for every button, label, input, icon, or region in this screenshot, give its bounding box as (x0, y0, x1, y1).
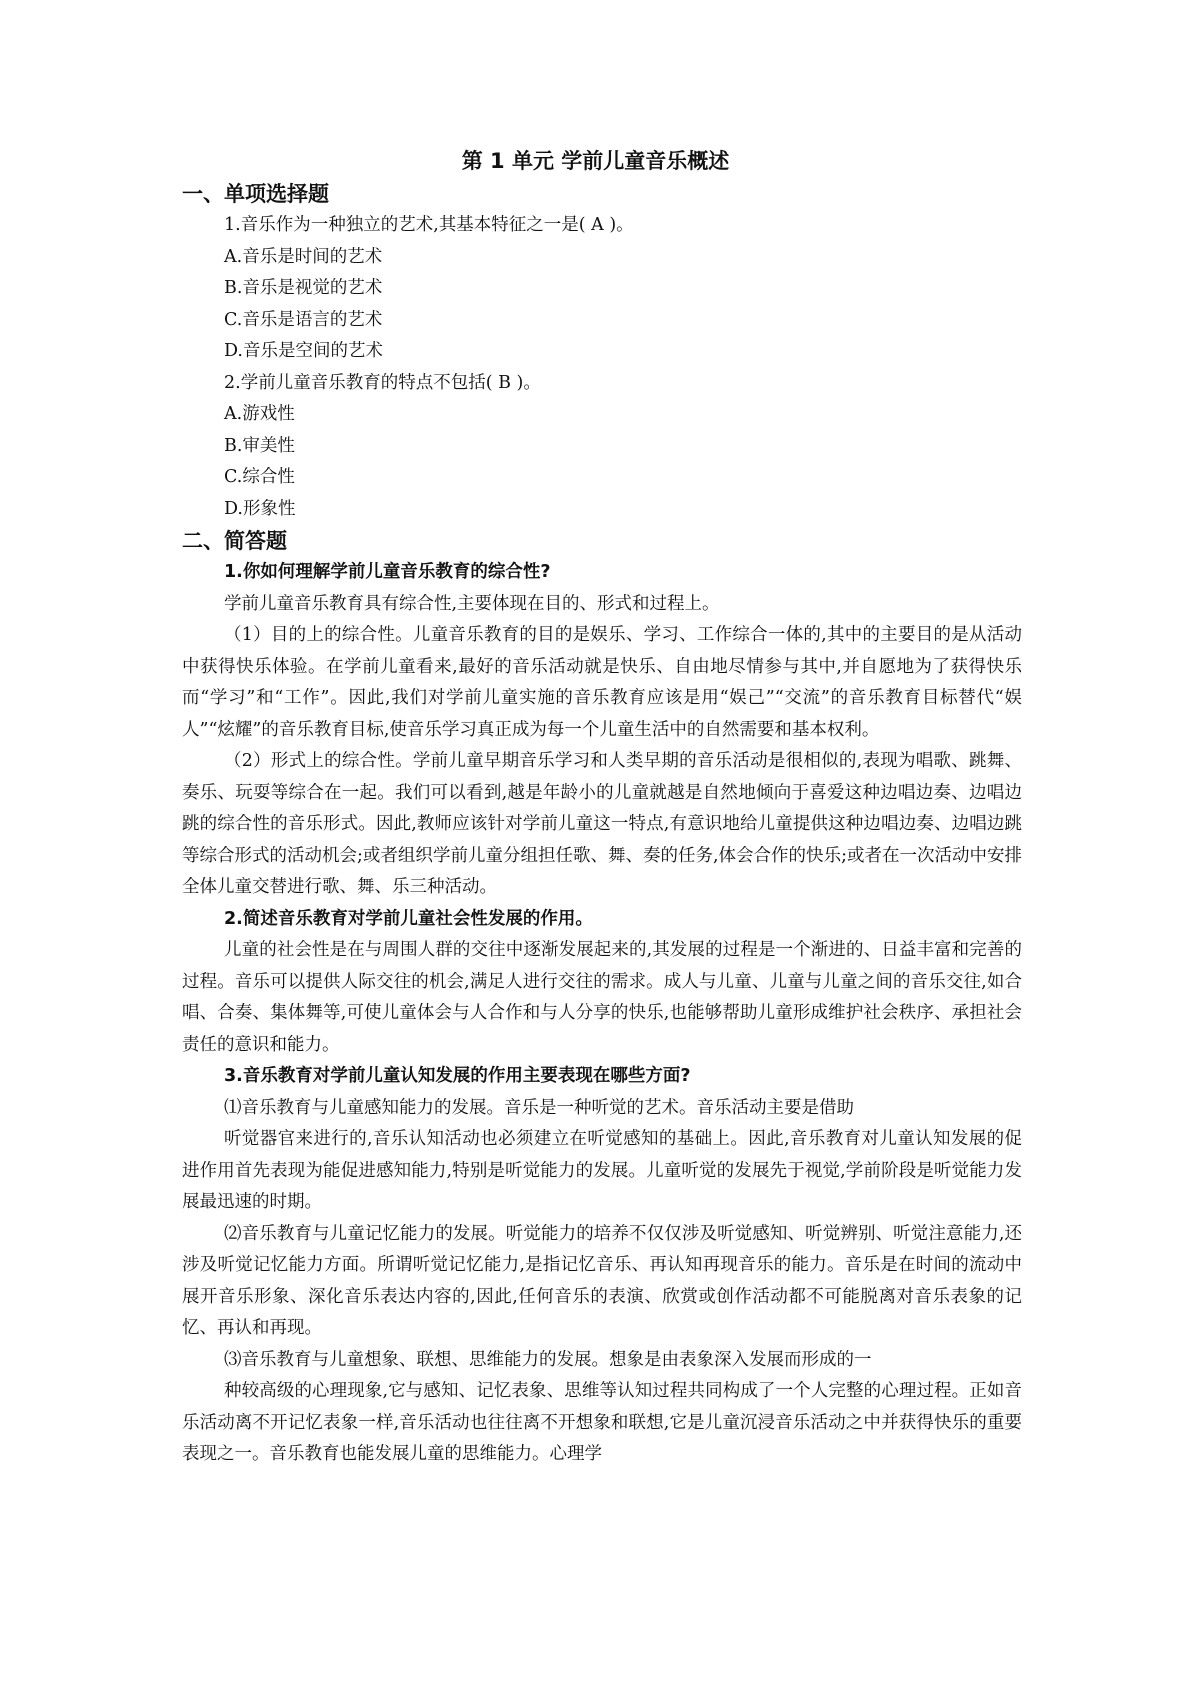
question-2-stem: 2.学前儿童音乐教育的特点不包括( B )。 (224, 372, 541, 393)
short-answer-2-title: 2.简述音乐教育对学前儿童社会性发展的作用。 (224, 908, 593, 929)
short-answer-3-para: 听觉器官来进行的,音乐认知活动也必须建立在听觉感知的基础上。因此,音乐教育对儿童认知发展的促进作用首先表现为能促进感知能力,特别是听觉能力的发展。儿童听觉的发展先于视觉,学前阶段是听觉能力发展最迅速的时期。 (182, 1129, 1022, 1212)
question-1-option-a: A.音乐是时间的艺术 (224, 246, 383, 267)
short-answer-3-para: ⑶音乐教育与儿童想象、联想、思维能力的发展。想象是由表象深入发展而形成的一 (224, 1349, 872, 1370)
question-1-option-d: D.音乐是空间的艺术 (224, 341, 383, 361)
short-answer-3-para: ⑴音乐教育与儿童感知能力的发展。音乐是一种听觉的艺术。音乐活动主要是借助 (224, 1097, 854, 1118)
short-answer-1-para: （2）形式上的综合性。学前儿童早期音乐学习和人类早期的音乐活动是很相似的,表现为唱歌、跳舞、奏乐、玩耍等综合在一起。我们可以看到,越是年龄小的儿童就越是自然地倾向于喜爱这种边唱边奏、边唱边跳的综合性的音乐形式。因此,教师应该针对学前儿童这一特点,有意识地给儿童提供这种边唱边奏、边唱边跳等综合形式的活动机会;或者组织学前儿童分组担任歌、舞、奏的任务,体会合作的快乐;或者在一次活动中安排全体儿童交替进行歌、舞、乐三种活动。 (182, 751, 1022, 897)
short-answer-1-para: （1）目的上的综合性。儿童音乐教育的目的是娱乐、学习、工作综合一体的,其中的主要目的是从活动中获得快乐体验。在学前儿童看来,最好的音乐活动就是快乐、自由地尽情参与其中,并自愿地为了获得快乐而“学习”和“工作”。因此,我们对学前儿童实施的音乐教育应该是用“娱己”“交流”的音乐教育目标替代“娱人”“炫耀”的音乐教育目标,使音乐学习真正成为每一个儿童生活中的自然需要和基本权利。 (182, 625, 1022, 740)
question-2-option-c: C.综合性 (224, 467, 295, 487)
question-1-stem: 1.音乐作为一种独立的艺术,其基本特征之一是( A )。 (224, 215, 634, 235)
short-answer-3-para: 种较高级的心理现象,它与感知、记忆表象、思维等认知过程共同构成了一个人完整的心理过程。正如音乐活动离不开记忆表象一样,音乐活动也往往离不开想象和联想,它是儿童沉浸音乐活动之中并获得快乐的重要表现之一。音乐教育也能发展儿童的思维能力。心理学 (182, 1381, 1022, 1464)
short-answer-3-title: 3.音乐教育对学前儿童认知发展的作用主要表现在哪些方面? (224, 1066, 691, 1086)
document-body (182, 178, 1022, 1471)
short-answer-3-para: ⑵音乐教育与儿童记忆能力的发展。听觉能力的培养不仅仅涉及听觉感知、听觉辨别、听觉注意能力,还涉及听觉记忆能力方面。所谓听觉记忆能力,是指记忆音乐、再认知再现音乐的能力。音乐是在时间的流动中展开音乐形象、深化音乐表达内容的,因此,任何音乐的表演、欣赏或创作活动都不可能脱离对音乐表象的记忆、再认和再现。 (182, 1223, 1022, 1338)
question-1-option-c: C.音乐是语言的艺术 (224, 309, 383, 330)
page-title: 第 1 单元 学前儿童音乐概述 (461, 149, 730, 173)
question-1-option-b: B.音乐是视觉的艺术 (224, 278, 383, 298)
question-2-option-d: D.形象性 (224, 498, 296, 519)
question-2-option-a: A.游戏性 (224, 404, 295, 424)
section-heading-short-answer: 二、简答题 (182, 529, 287, 553)
question-2-option-b: B.审美性 (224, 435, 295, 456)
short-answer-1-para: 学前儿童音乐教育具有综合性,主要体现在目的、形式和过程上。 (224, 593, 720, 614)
section-heading-choice: 一、单项选择题 (182, 182, 329, 206)
short-answer-2-para: 儿童的社会性是在与周围人群的交往中逐渐发展起来的,其发展的过程是一个渐进的、日益丰富和完善的过程。音乐可以提供人际交往的机会,满足人进行交往的需求。成人与儿童、儿童与儿童之间的音乐交往,如合唱、合奏、集体舞等,可使儿童体会与人合作和与人分享的快乐,也能够帮助儿童形成维护社会秩序、承担社会责任的意识和能力。 (182, 940, 1022, 1055)
short-answer-1-title: 1.你如何理解学前儿童音乐教育的综合性? (224, 562, 551, 582)
